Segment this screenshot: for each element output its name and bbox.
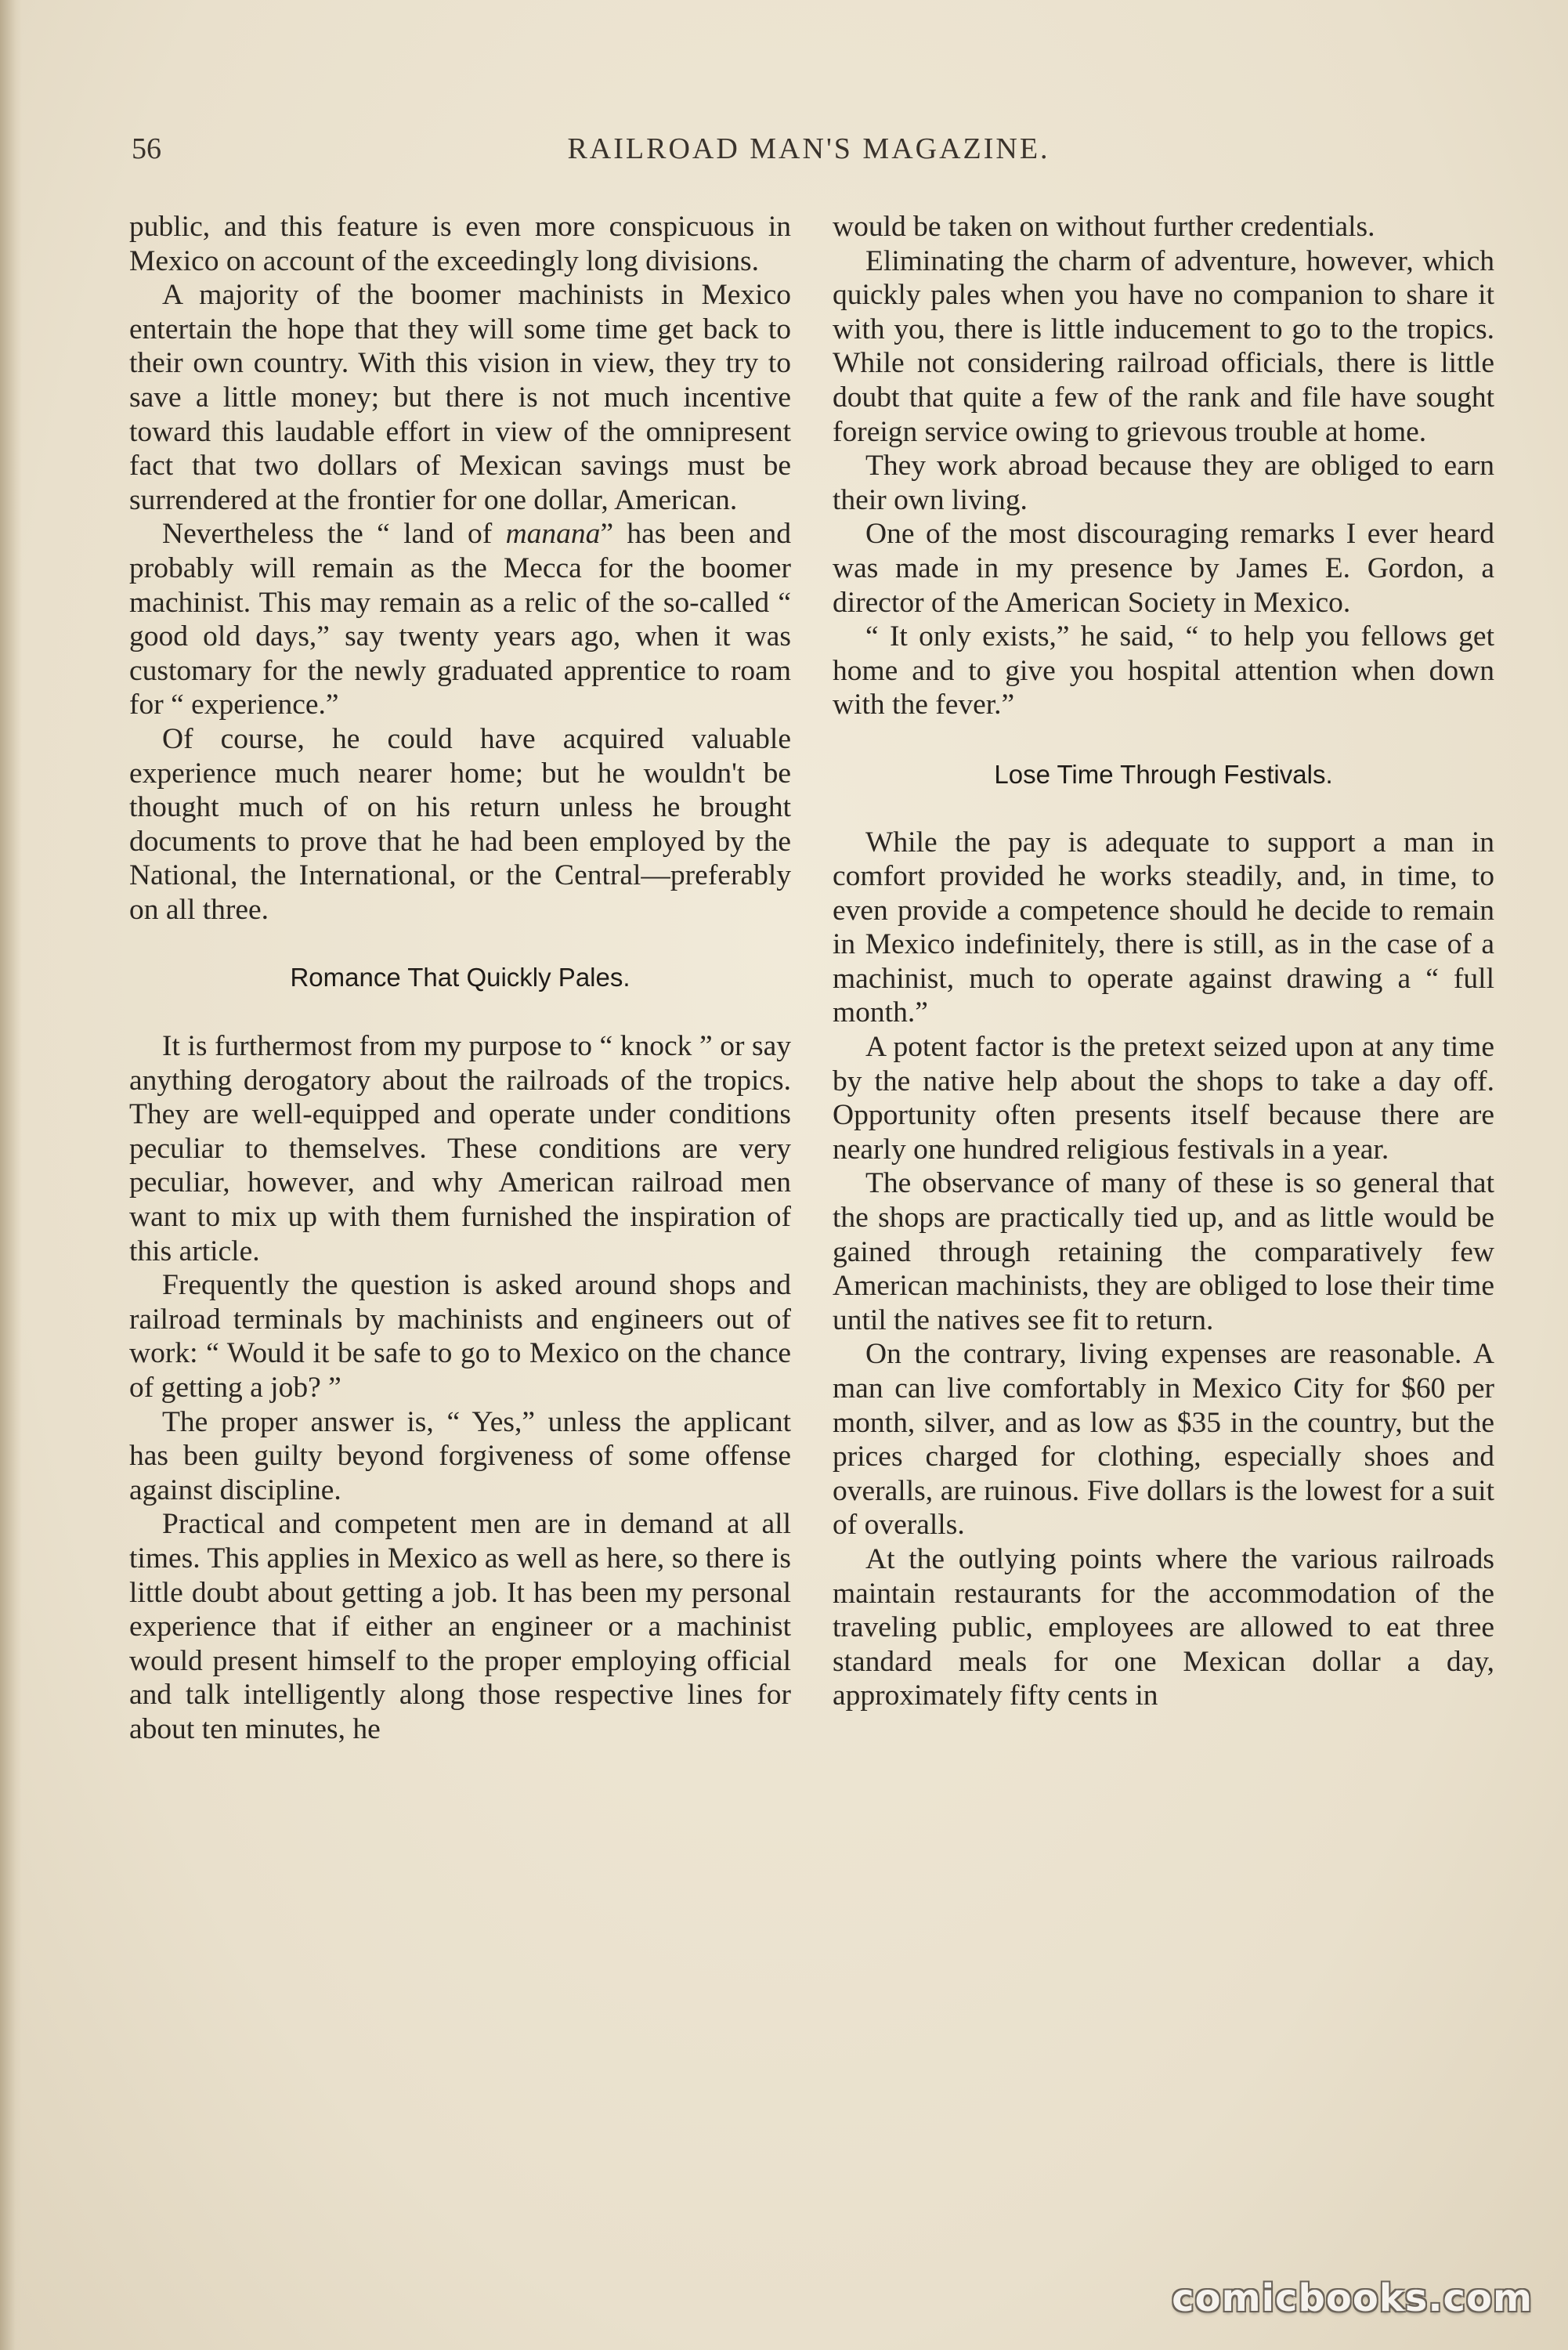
paragraph: At the outlying points where the various railroads maintain restaurants for the accommodation of the traveling public, employees are allowed to eat three standard meals for one Mexican dollar a day, approximately fifty cents in (833, 1542, 1494, 1712)
paragraph: The observance of many of these is so general that the shops are practically tied up, and as little would be gained through retaining the comparatively few American machinists, they are obliged to lose their time until the natives see fit to return. (833, 1167, 1494, 1336)
paragraph: A majority of the boomer machinists in Mexico entertain the hope that they will some time get back to their own country. With this vision in view, they try to save a little money; but there is not much incentive toward this laudable effort in view of the omnipresent fact that two dollars of Mexican savings must be surrendered at the frontier for one dollar, American. (129, 279, 791, 516)
text-run: ” has been and probably will remain as the Mecca for the boomer machinist. This may remain as a relic of the so-called “ good old days,” say twenty years ago, when it was customary for the newly graduated apprentice to roam for “ experience.” (129, 518, 791, 721)
paragraph: Eliminating the charm of adventure, however, which quickly pales when you have no companion to share it with you, there is little inducement to go to the tropics. While not considering railroad officials, there is little doubt that quite a few of the rank and file have sought foreign service owing to grievous trouble at home. (833, 244, 1494, 448)
paragraph: It is furthermost from my purpose to “ knock ” or say anything derogatory about the railroads of the tropics. They are well-equipped and operate under conditions peculiar to themselves. These conditions are very peculiar, however, and why American railroad men want to mix up with them furnished the inspiration of this article. (129, 1030, 791, 1267)
text-run: Nevertheless the “ land of (162, 518, 506, 551)
paragraph: On the contrary, living expenses are reasonable. A man can live comfortably in Mexico City for $60 per month, silver, and as low as $35 in the country, but the prices charged for clothing, especially shoes and overalls, are ruinous. Five dollars is the lowest for a suit of overalls. (833, 1338, 1494, 1542)
page-binding-shadow (0, 0, 22, 2350)
paragraph: The proper answer is, “ Yes,” unless the applicant has been guilty beyond forgiveness of some offense against discipline. (129, 1405, 791, 1506)
paragraph: Frequently the question is asked around shops and railroad terminals by machinists and engineers out of work: “ Would it be safe to go to Mexico on the chance of getting a job? ” (129, 1269, 791, 1404)
paragraph: would be taken on without further credentials. (833, 211, 1375, 243)
paragraph: They work abroad because they are obliged to earn their own living. (833, 450, 1494, 516)
section-heading: Romance That Quickly Pales. (290, 963, 630, 992)
left-column (129, 210, 791, 1747)
right-column (833, 210, 1494, 1713)
paragraph: While the pay is adequate to support a man in comfort provided he works steadily, and, in time, to even provide a competence should he decide to remain in Mexico indefinitely, there is still, as in the case of a machinist, much to operate against drawing a “ full month.” (833, 826, 1494, 1029)
paragraph: A potent factor is the pretext seized upon at any time by the native help about the shops to take a day off. Opportunity often presents itself because there are nearly one hundred religious festivals in a year. (833, 1031, 1494, 1166)
paragraph: “ It only exists,” he said, “ to help you fellows get home and to give you hospital attention when down with the fever.” (833, 620, 1494, 721)
watermark-logo: comicbooks.com (1172, 2276, 1533, 2320)
paragraph: One of the most discouraging remarks I ever heard was made in my presence by James E. Gordon, a director of the American Society in Mexico. (833, 518, 1494, 619)
page-number: 56 (132, 132, 161, 165)
paragraph: public, and this feature is even more conspicuous in Mexico on account of the exceedingly long divisions. (129, 211, 791, 277)
running-title: RAILROAD MAN'S MAGAZINE. (567, 132, 1050, 165)
paragraph: Practical and competent men are in demand at all times. This applies in Mexico as well as here, so there is little doubt about getting a job. It has been my personal experience that if either an engineer or a machinist would present himself to the proper employing official and talk intelligently along those respective lines for about ten minutes, he (129, 1508, 791, 1745)
italic-word: manana (505, 518, 601, 551)
paragraph (129, 517, 791, 722)
section-heading: Lose Time Through Festivals. (994, 759, 1333, 789)
page-header (125, 132, 1492, 179)
paragraph: Of course, he could have acquired valuable experience much nearer home; but he wouldn't be thought much of on his return unless he brought documents to prove that he had been employed by the National, the International, or the Central—preferably on all three. (129, 722, 791, 926)
